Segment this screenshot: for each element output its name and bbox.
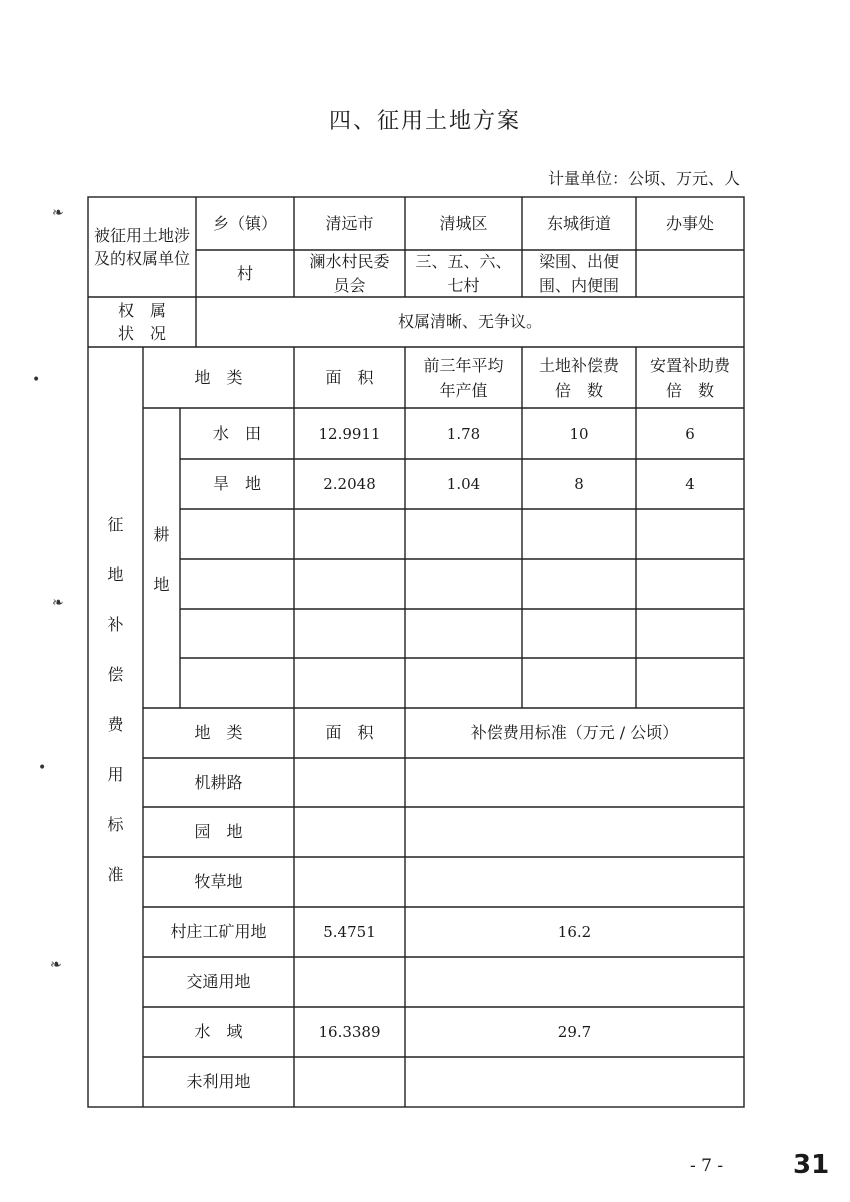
other-type: 村庄工矿用地 [170,922,267,941]
other-area [294,758,405,807]
farmland-type: 旱 地 [212,474,261,493]
scan-speck: • [38,760,47,776]
ownership-label: 被征用土地涉及的权属单位 [94,226,191,268]
page-stamp: 31 [793,1150,830,1180]
district-name: 清城区 [439,213,488,233]
subdistrict-name: 东城街道 [546,213,611,233]
other-standard: 29.7 [557,1023,592,1041]
other-type: 交通用地 [186,972,251,991]
other-standard [405,957,744,1007]
other-type: 牧草地 [194,872,243,891]
township-header: 乡（镇） [212,213,277,233]
village-groups: 三、五、六、七村 [415,251,512,295]
village-committee: 澜水村民委员会 [309,251,390,295]
scan-speck: ❧ [52,205,64,221]
page-number: - 7 - [690,1156,724,1176]
compensation-char: 征 [107,515,124,534]
farmland-header-resettle: 安置补助费倍 数 [649,355,730,400]
other-area [294,857,405,907]
compensation-char: 准 [107,865,124,884]
compensation-char: 费 [107,715,124,734]
other-header-area: 面 积 [325,723,374,742]
other-header-type: 地 类 [194,723,243,742]
farmland-header-area: 面 积 [325,367,374,387]
farmland-label [143,495,180,625]
village-areas: 梁围、出便围、内便围 [538,251,619,295]
other-area [294,807,405,857]
farmland-header-type: 地 类 [194,367,243,387]
other-standard [405,807,744,857]
other-type: 机耕路 [194,772,243,792]
compensation-char: 补 [107,615,124,634]
other-type: 未利用地 [186,1072,251,1091]
office-name: 办事处 [665,213,714,233]
unit-note: 计量单位：公顷、万元、人 [547,169,740,188]
farmland-area: 12.9911 [318,424,381,443]
empty-cell [636,250,744,297]
other-standard [405,857,744,907]
farmland-char: 耕 [153,525,170,544]
farmland-header-avg: 前三年平均年产值 [423,355,504,400]
village-header: 村 [236,263,253,283]
other-area [294,957,405,1007]
other-type: 水 域 [194,1022,243,1041]
compensation-char: 标 [107,815,124,834]
farmland-resettle: 6 [685,424,695,443]
compensation-char: 用 [107,765,124,784]
farmland-char: 地 [153,575,170,594]
farmland-resettle: 4 [685,475,695,493]
other-standard [405,1057,744,1107]
other-standard [405,758,744,807]
farmland-type: 水 田 [212,423,261,443]
compensation-char: 偿 [107,665,124,684]
farmland-comp: 10 [569,424,589,443]
other-standard: 16.2 [557,923,592,941]
rights-value: 权属清晰、无争议。 [397,312,542,331]
rights-label: 权 属 状 况 [117,301,166,343]
other-area [294,1057,405,1107]
farmland-header-comp: 土地补偿费倍 数 [538,355,619,400]
other-area: 16.3389 [318,1023,381,1041]
compensation-label [88,500,143,920]
scan-speck: ❧ [52,595,64,611]
page-title: 四、征用土地方案 [328,109,521,134]
other-header-standard: 补偿费用标准（万元 / 公顷） [470,723,679,742]
other-area: 5.4751 [323,923,376,941]
scan-speck: • [32,372,41,388]
farmland-avg: 1.04 [446,475,481,493]
farmland-avg: 1.78 [446,424,481,443]
city-name: 清远市 [325,213,374,233]
other-type: 园 地 [194,822,243,841]
compensation-char: 地 [107,565,124,584]
farmland-comp: 8 [574,475,584,493]
scan-speck: ❧ [50,957,62,973]
farmland-area: 2.2048 [323,475,376,493]
